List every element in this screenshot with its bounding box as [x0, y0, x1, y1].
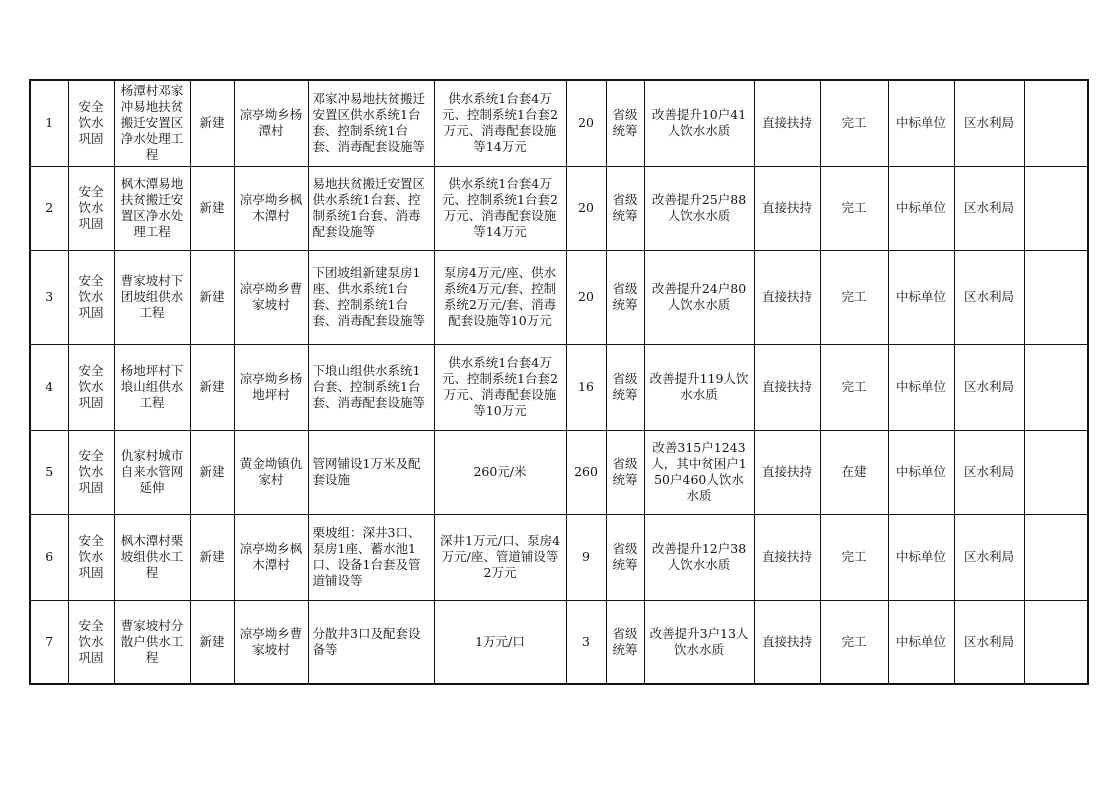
cell-construction-content: 管网铺设1万米及配套设施: [308, 430, 434, 514]
table-row: [30, 430, 1088, 514]
table-row: [30, 600, 1088, 684]
cell-funding-source: 省级统筹: [606, 600, 644, 684]
cell-construction-content: 栗坡组：深井3口、泵房1座、蓄水池1口、设备1台套及管道铺设等: [308, 514, 434, 600]
cell-status: 在建: [820, 430, 888, 514]
cell-construction-type: 新建: [190, 80, 234, 166]
cell-benefit: 改善提升24户80人饮水水质: [644, 250, 754, 344]
cell-support-method: 直接扶持: [754, 250, 820, 344]
cell-construction-content: 邓家冲易地扶贫搬迁安置区供水系统1台套、控制系统1台套、消毒配套设施等: [308, 80, 434, 166]
cell-amount: 16: [566, 344, 606, 430]
cell-department: 区水利局: [954, 344, 1024, 430]
cell-index: 3: [30, 250, 68, 344]
cell-note: [1024, 344, 1088, 430]
cell-note: [1024, 80, 1088, 166]
project-table: [29, 79, 1089, 685]
cell-project-name: 仇家村城市自来水管网延伸: [114, 430, 190, 514]
cell-location: 凉亭坳乡曹家坡村: [234, 250, 308, 344]
cell-project-name: 曹家坡村下团坡组供水工程: [114, 250, 190, 344]
cell-department: 区水利局: [954, 430, 1024, 514]
cell-category: 安全饮水巩固: [68, 80, 114, 166]
cell-project-name: 枫木潭村栗坡组供水工程: [114, 514, 190, 600]
table-row: [30, 80, 1088, 166]
cell-status: 完工: [820, 80, 888, 166]
cell-amount: 20: [566, 250, 606, 344]
cell-implementer: 中标单位: [888, 166, 954, 250]
cell-note: [1024, 166, 1088, 250]
cell-status: 完工: [820, 600, 888, 684]
table-row: [30, 514, 1088, 600]
cell-construction-content: 分散井3口及配套设备等: [308, 600, 434, 684]
cell-note: [1024, 600, 1088, 684]
cell-support-method: 直接扶持: [754, 166, 820, 250]
cell-funding-standard: 供水系统1台套4万元、控制系统1台套2万元、消毒配套设施等10万元: [434, 344, 566, 430]
cell-department: 区水利局: [954, 166, 1024, 250]
cell-category: 安全饮水巩固: [68, 514, 114, 600]
cell-implementer: 中标单位: [888, 514, 954, 600]
cell-implementer: 中标单位: [888, 80, 954, 166]
table-row: [30, 166, 1088, 250]
cell-funding-standard: 深井1万元/口、泵房4万元/座、管道铺设等2万元: [434, 514, 566, 600]
cell-funding-source: 省级统筹: [606, 166, 644, 250]
cell-category: 安全饮水巩固: [68, 250, 114, 344]
cell-support-method: 直接扶持: [754, 430, 820, 514]
cell-construction-type: 新建: [190, 430, 234, 514]
cell-status: 完工: [820, 166, 888, 250]
cell-category: 安全饮水巩固: [68, 600, 114, 684]
cell-support-method: 直接扶持: [754, 514, 820, 600]
cell-funding-standard: 泵房4万元/座、供水系统4万元/套、控制系统2万元/套、消毒配套设施等10万元: [434, 250, 566, 344]
cell-construction-type: 新建: [190, 166, 234, 250]
cell-note: [1024, 430, 1088, 514]
cell-support-method: 直接扶持: [754, 344, 820, 430]
cell-department: 区水利局: [954, 600, 1024, 684]
cell-construction-type: 新建: [190, 344, 234, 430]
cell-amount: 20: [566, 166, 606, 250]
cell-benefit: 改善提升10户41人饮水水质: [644, 80, 754, 166]
cell-category: 安全饮水巩固: [68, 344, 114, 430]
cell-index: 5: [30, 430, 68, 514]
cell-benefit: 改善提升25户88人饮水水质: [644, 166, 754, 250]
cell-category: 安全饮水巩固: [68, 430, 114, 514]
cell-construction-content: 下埌山组供水系统1台套、控制系统1台套、消毒配套设施等: [308, 344, 434, 430]
table-row: [30, 344, 1088, 430]
cell-implementer: 中标单位: [888, 600, 954, 684]
cell-department: 区水利局: [954, 250, 1024, 344]
cell-benefit: 改善提升3户13人饮水水质: [644, 600, 754, 684]
cell-note: [1024, 514, 1088, 600]
cell-funding-source: 省级统筹: [606, 430, 644, 514]
cell-location: 凉亭坳乡杨地坪村: [234, 344, 308, 430]
cell-implementer: 中标单位: [888, 344, 954, 430]
cell-status: 完工: [820, 514, 888, 600]
cell-funding-source: 省级统筹: [606, 344, 644, 430]
cell-benefit: 改善315户1243人，其中贫困户150户460人饮水水质: [644, 430, 754, 514]
cell-index: 6: [30, 514, 68, 600]
cell-construction-type: 新建: [190, 250, 234, 344]
cell-funding-standard: 供水系统1台套4万元、控制系统1台套2万元、消毒配套设施等14万元: [434, 166, 566, 250]
cell-index: 4: [30, 344, 68, 430]
cell-implementer: 中标单位: [888, 430, 954, 514]
cell-implementer: 中标单位: [888, 250, 954, 344]
cell-amount: 20: [566, 80, 606, 166]
table-row: [30, 250, 1088, 344]
cell-index: 1: [30, 80, 68, 166]
cell-department: 区水利局: [954, 514, 1024, 600]
cell-construction-content: 易地扶贫搬迁安置区供水系统1台套、控制系统1台套、消毒配套设施等: [308, 166, 434, 250]
cell-project-name: 杨潭村邓家冲易地扶贫搬迁安置区净水处理工程: [114, 80, 190, 166]
cell-funding-standard: 1万元/口: [434, 600, 566, 684]
cell-benefit: 改善提升12户38人饮水水质: [644, 514, 754, 600]
cell-location: 凉亭坳乡枫木潭村: [234, 166, 308, 250]
cell-support-method: 直接扶持: [754, 80, 820, 166]
cell-index: 2: [30, 166, 68, 250]
cell-project-name: 杨地坪村下埌山组供水工程: [114, 344, 190, 430]
cell-construction-content: 下团坡组新建泵房1座、供水系统1台套、控制系统1台套、消毒配套设施等: [308, 250, 434, 344]
cell-construction-type: 新建: [190, 514, 234, 600]
cell-support-method: 直接扶持: [754, 600, 820, 684]
cell-funding-standard: 260元/米: [434, 430, 566, 514]
cell-location: 黄金坳镇仇家村: [234, 430, 308, 514]
cell-project-name: 枫木潭易地扶贫搬迁安置区净水处理工程: [114, 166, 190, 250]
cell-project-name: 曹家坡村分散户供水工程: [114, 600, 190, 684]
cell-status: 完工: [820, 250, 888, 344]
cell-funding-standard: 供水系统1台套4万元、控制系统1台套2万元、消毒配套设施等14万元: [434, 80, 566, 166]
cell-amount: 260: [566, 430, 606, 514]
cell-category: 安全饮水巩固: [68, 166, 114, 250]
table-body: [30, 80, 1088, 684]
cell-location: 凉亭坳乡枫木潭村: [234, 514, 308, 600]
cell-department: 区水利局: [954, 80, 1024, 166]
cell-location: 凉亭坳乡杨潭村: [234, 80, 308, 166]
cell-status: 完工: [820, 344, 888, 430]
cell-note: [1024, 250, 1088, 344]
cell-funding-source: 省级统筹: [606, 80, 644, 166]
cell-location: 凉亭坳乡曹家坡村: [234, 600, 308, 684]
cell-index: 7: [30, 600, 68, 684]
cell-construction-type: 新建: [190, 600, 234, 684]
cell-amount: 9: [566, 514, 606, 600]
cell-funding-source: 省级统筹: [606, 250, 644, 344]
cell-funding-source: 省级统筹: [606, 514, 644, 600]
cell-amount: 3: [566, 600, 606, 684]
cell-benefit: 改善提升119人饮水水质: [644, 344, 754, 430]
